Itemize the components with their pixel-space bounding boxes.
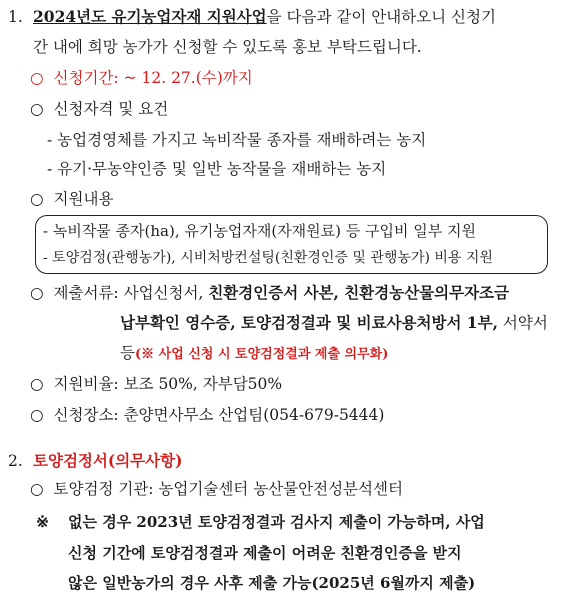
section1-intro — [33, 7, 496, 27]
eligibility-item: - 농업경영체를 가지고 녹비작물 종자를 재배하려는 농지 — [47, 131, 427, 149]
note-line: 않은 일반농가의 경우 사후 제출 가능(2025년 6월까지 제출) — [68, 574, 476, 592]
eligibility-item: - 유기·무농약인증 및 일반 농작물을 재배하는 농지 — [47, 160, 387, 178]
circle-bullet-icon: ○ — [30, 480, 44, 498]
documents-line3 — [120, 343, 388, 365]
support-item: - 녹비작물 종자(ha), 유기농업자재(자재원료) 등 구입비 일부 지원 — [43, 222, 476, 240]
agency-row — [30, 479, 403, 499]
intro-rest: 을 다음과 같이 안내하오니 신청기 — [266, 8, 496, 26]
period-label: 신청기간: ~ 12. 27.(수)까지 — [53, 69, 253, 87]
section1-intro-line2: 간 내에 희망 농가가 신청할 수 있도록 홍보 부탁드립니다. — [33, 38, 422, 56]
circle-bullet-icon: ○ — [30, 69, 44, 87]
note-line: 없는 경우 2023년 토양검정결과 검사지 제출이 가능하며, 사업 — [68, 513, 485, 531]
documents-bold: 납부확인 영수증, 토양검정결과 및 비료사용처방서 1부, — [120, 313, 498, 332]
support-item: - 토양검정(관행농가), 시비처방컨설팅(친환경인증 및 관행농가) 비용 지원 — [43, 250, 493, 266]
section2-number: 2. — [8, 452, 23, 470]
circle-bullet-icon: ○ — [30, 406, 44, 424]
documents-plain: 서약서 — [502, 314, 548, 332]
ratio-label: 지원비율: 보조 50%, 자부담50% — [53, 375, 283, 393]
program-name: 2024년도 유기농업자재 지원사업 — [33, 7, 267, 26]
note-mark: ※ — [36, 512, 49, 531]
circle-bullet-icon: ○ — [30, 284, 44, 302]
documents-label: 제출서류: — [53, 284, 119, 302]
documents-row — [30, 283, 509, 303]
documents-plain: 사업신청서, — [123, 284, 204, 302]
support-row — [30, 189, 113, 209]
agency-label: 토양검정 기관: 농업기술센터 농산물안전성분석센터 — [53, 480, 403, 498]
mandatory-note: (※ 사업 신청 시 토양검정결과 제출 의무화) — [134, 347, 389, 362]
documents-bold: 친환경인증서 사본, 친환경농산물의무자조금 — [208, 283, 510, 302]
section1-number: 1. — [8, 8, 23, 26]
documents-plain: 등 — [120, 344, 135, 362]
support-label: 지원내용 — [53, 190, 114, 208]
ratio-row — [30, 374, 282, 394]
circle-bullet-icon: ○ — [30, 375, 44, 393]
period-row — [30, 68, 253, 88]
note-line: 신청 기간에 토양검정결과 제출이 어려운 친환경인증을 받지 — [68, 544, 462, 562]
place-row — [30, 405, 384, 425]
eligibility-row — [30, 99, 168, 119]
place-label: 신청장소: 춘양면사무소 산업팀(054-679-5444) — [53, 406, 385, 424]
section2-title: 토양검정서(의무사항) — [33, 451, 183, 470]
documents-line2 — [120, 313, 548, 333]
eligibility-label: 신청자격 및 요건 — [53, 100, 169, 118]
circle-bullet-icon: ○ — [30, 190, 44, 208]
circle-bullet-icon: ○ — [30, 100, 44, 118]
